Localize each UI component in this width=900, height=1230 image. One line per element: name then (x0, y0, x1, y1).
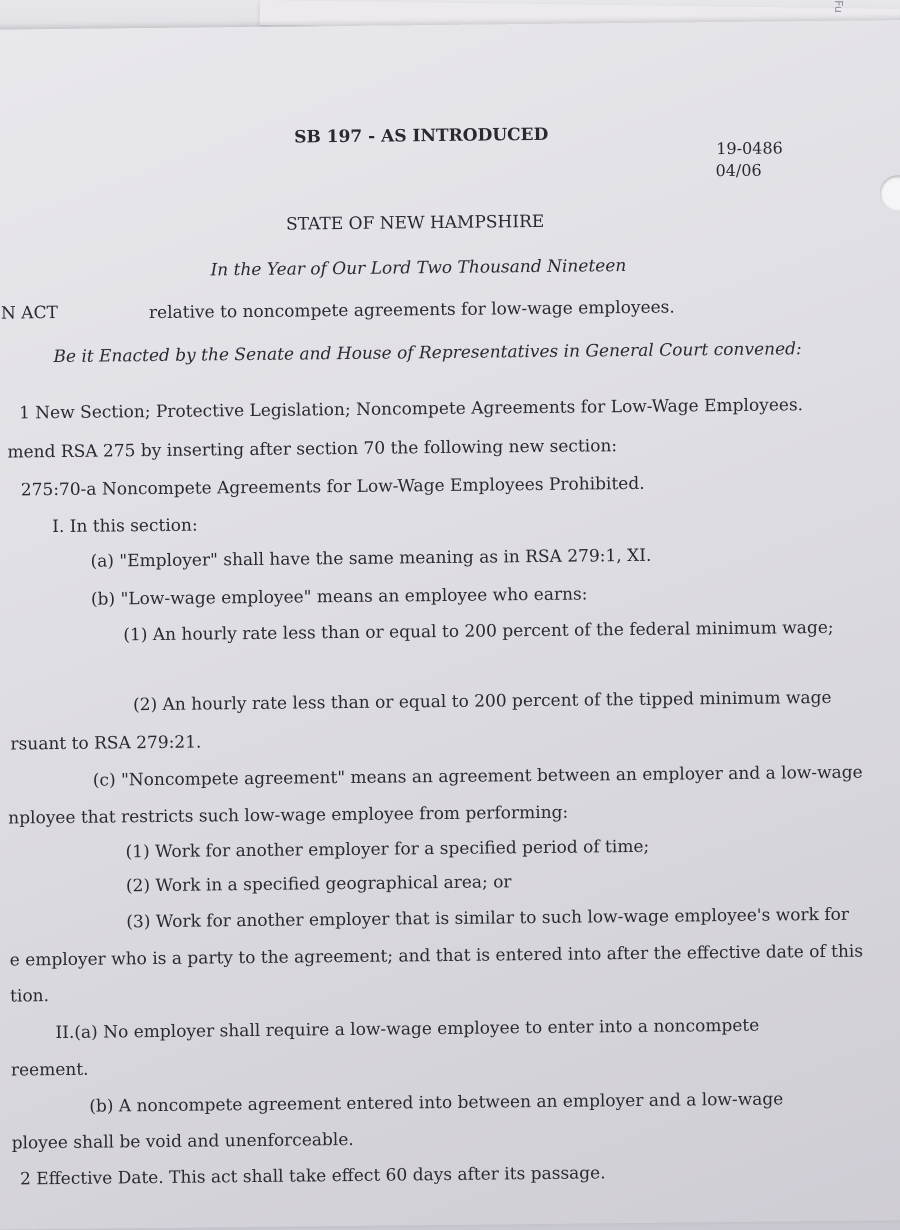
paragraph-2a-cont: reement. (10, 1059, 89, 1081)
paragraph-1c: (c) "Noncompete agreement" means an agreement between an employer and a low-wage (92, 762, 863, 791)
paragraph-1c-3: (3) Work for another employer that is similar to such low-wage employee's work for (126, 904, 850, 933)
state-heading: STATE OF NEW HAMPSHIRE (285, 211, 545, 235)
section-1-new-section: 275:70-a Noncompete Agreements for Low-Wage Employees Prohibited. (20, 473, 645, 501)
paragraph-1c-2: (2) Work in a specified geographical area; or (125, 872, 512, 897)
section-2-effective-date: 2 Effective Date. This act shall take effect 60 days after its passage. (19, 1163, 606, 1190)
enacting-clause: Be it Enacted by the Senate and House of Representatives in General Court convened: (53, 339, 802, 368)
paragraph-2b: (b) A noncompete agreement entered into between an employer and a low-wage (89, 1089, 784, 1117)
paragraph-1b-2-cont: rsuant to RSA 279:21. (10, 732, 202, 755)
paragraph-1b: (b) "Low-wage employee" means an employee who earns: (90, 584, 588, 610)
paragraph-2a: II.(a) No employer shall require a low-wage employee to enter into a noncompete (55, 1015, 760, 1044)
paragraph-1a: (a) "Employer" shall have the same meaning as in RSA 279:1, XI. (90, 545, 652, 572)
paragraph-1b-2: (2) An hourly rate less than or equal to 200 percent of the tipped minimum wage (132, 687, 832, 716)
section-1-heading: 1 New Section; Protective Legislation; Noncompete Agreements for Low-Wage Employees. (18, 395, 804, 424)
paragraph-2b-cont: ployee shall be void and unenforceable. (11, 1129, 354, 1154)
paragraph-1c-cont: nployee that restricts such low-wage employee from performing: (8, 802, 569, 829)
paragraph-1c-1: (1) Work for another employer for a specified period of time; (125, 836, 650, 863)
bill-title: SB 197 - AS INTRODUCED (294, 124, 549, 148)
paragraph-1c-3-cont: e employer who is a party to the agreement; and that is entered into after the effective date of this (9, 941, 864, 971)
section-1-amend: mend RSA 275 by inserting after section 70 the following new section: (7, 436, 618, 463)
act-label: N ACT (0, 302, 58, 324)
doc-date: 04/06 (715, 160, 762, 181)
act-subject: relative to noncompete agreements for low-wage employees. (148, 297, 675, 324)
corner-sheet-text: Fu (831, 0, 845, 13)
doc-number: 19-0486 (716, 138, 783, 159)
paragraph-1: I. In this section: (52, 515, 198, 538)
paragraph-1c-3-cont2: tion. (10, 986, 50, 1007)
paragraph-1b-1: (1) An hourly rate less than or equal to 200 percent of the federal minimum wage; (123, 617, 834, 646)
punch-hole (880, 175, 900, 211)
document-page (0, 20, 900, 1230)
year-line: In the Year of Our Lord Two Thousand Nineteen (210, 256, 627, 281)
